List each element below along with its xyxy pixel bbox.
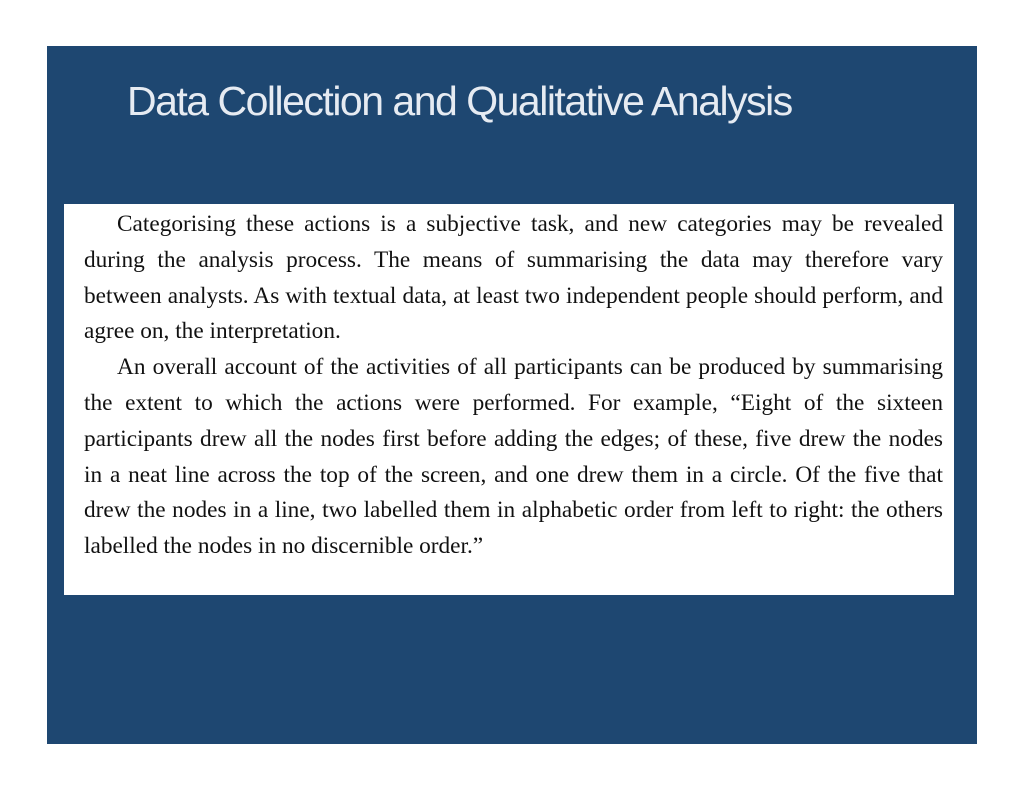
excerpt-paragraph: An overall account of the activities of all participants can be produced by summarising the extent to which the actions were performed. For example, “Eight of the sixteen participants drew all the nodes first before adding the edges; of these, five drew the nodes in a neat line across the top of the screen, and one drew them in a circle. Of the five that drew the nodes in a line, two labelled them in alphabetic order from left to right: the others labelled the nodes in no discernible order.”: [84, 354, 943, 560]
excerpt-paragraph: Categorising these actions is a subjective task, and new categories may be revealed during the analysis process. The means of summarising the data may therefore vary between analysts. As with textual data, at least two independent people should perform, and agree on, the interpretation.: [84, 211, 943, 345]
slide-title: Data Collection and Qualitative Analysis: [127, 78, 792, 124]
text-excerpt: [64, 204, 954, 595]
slide: [47, 46, 977, 744]
